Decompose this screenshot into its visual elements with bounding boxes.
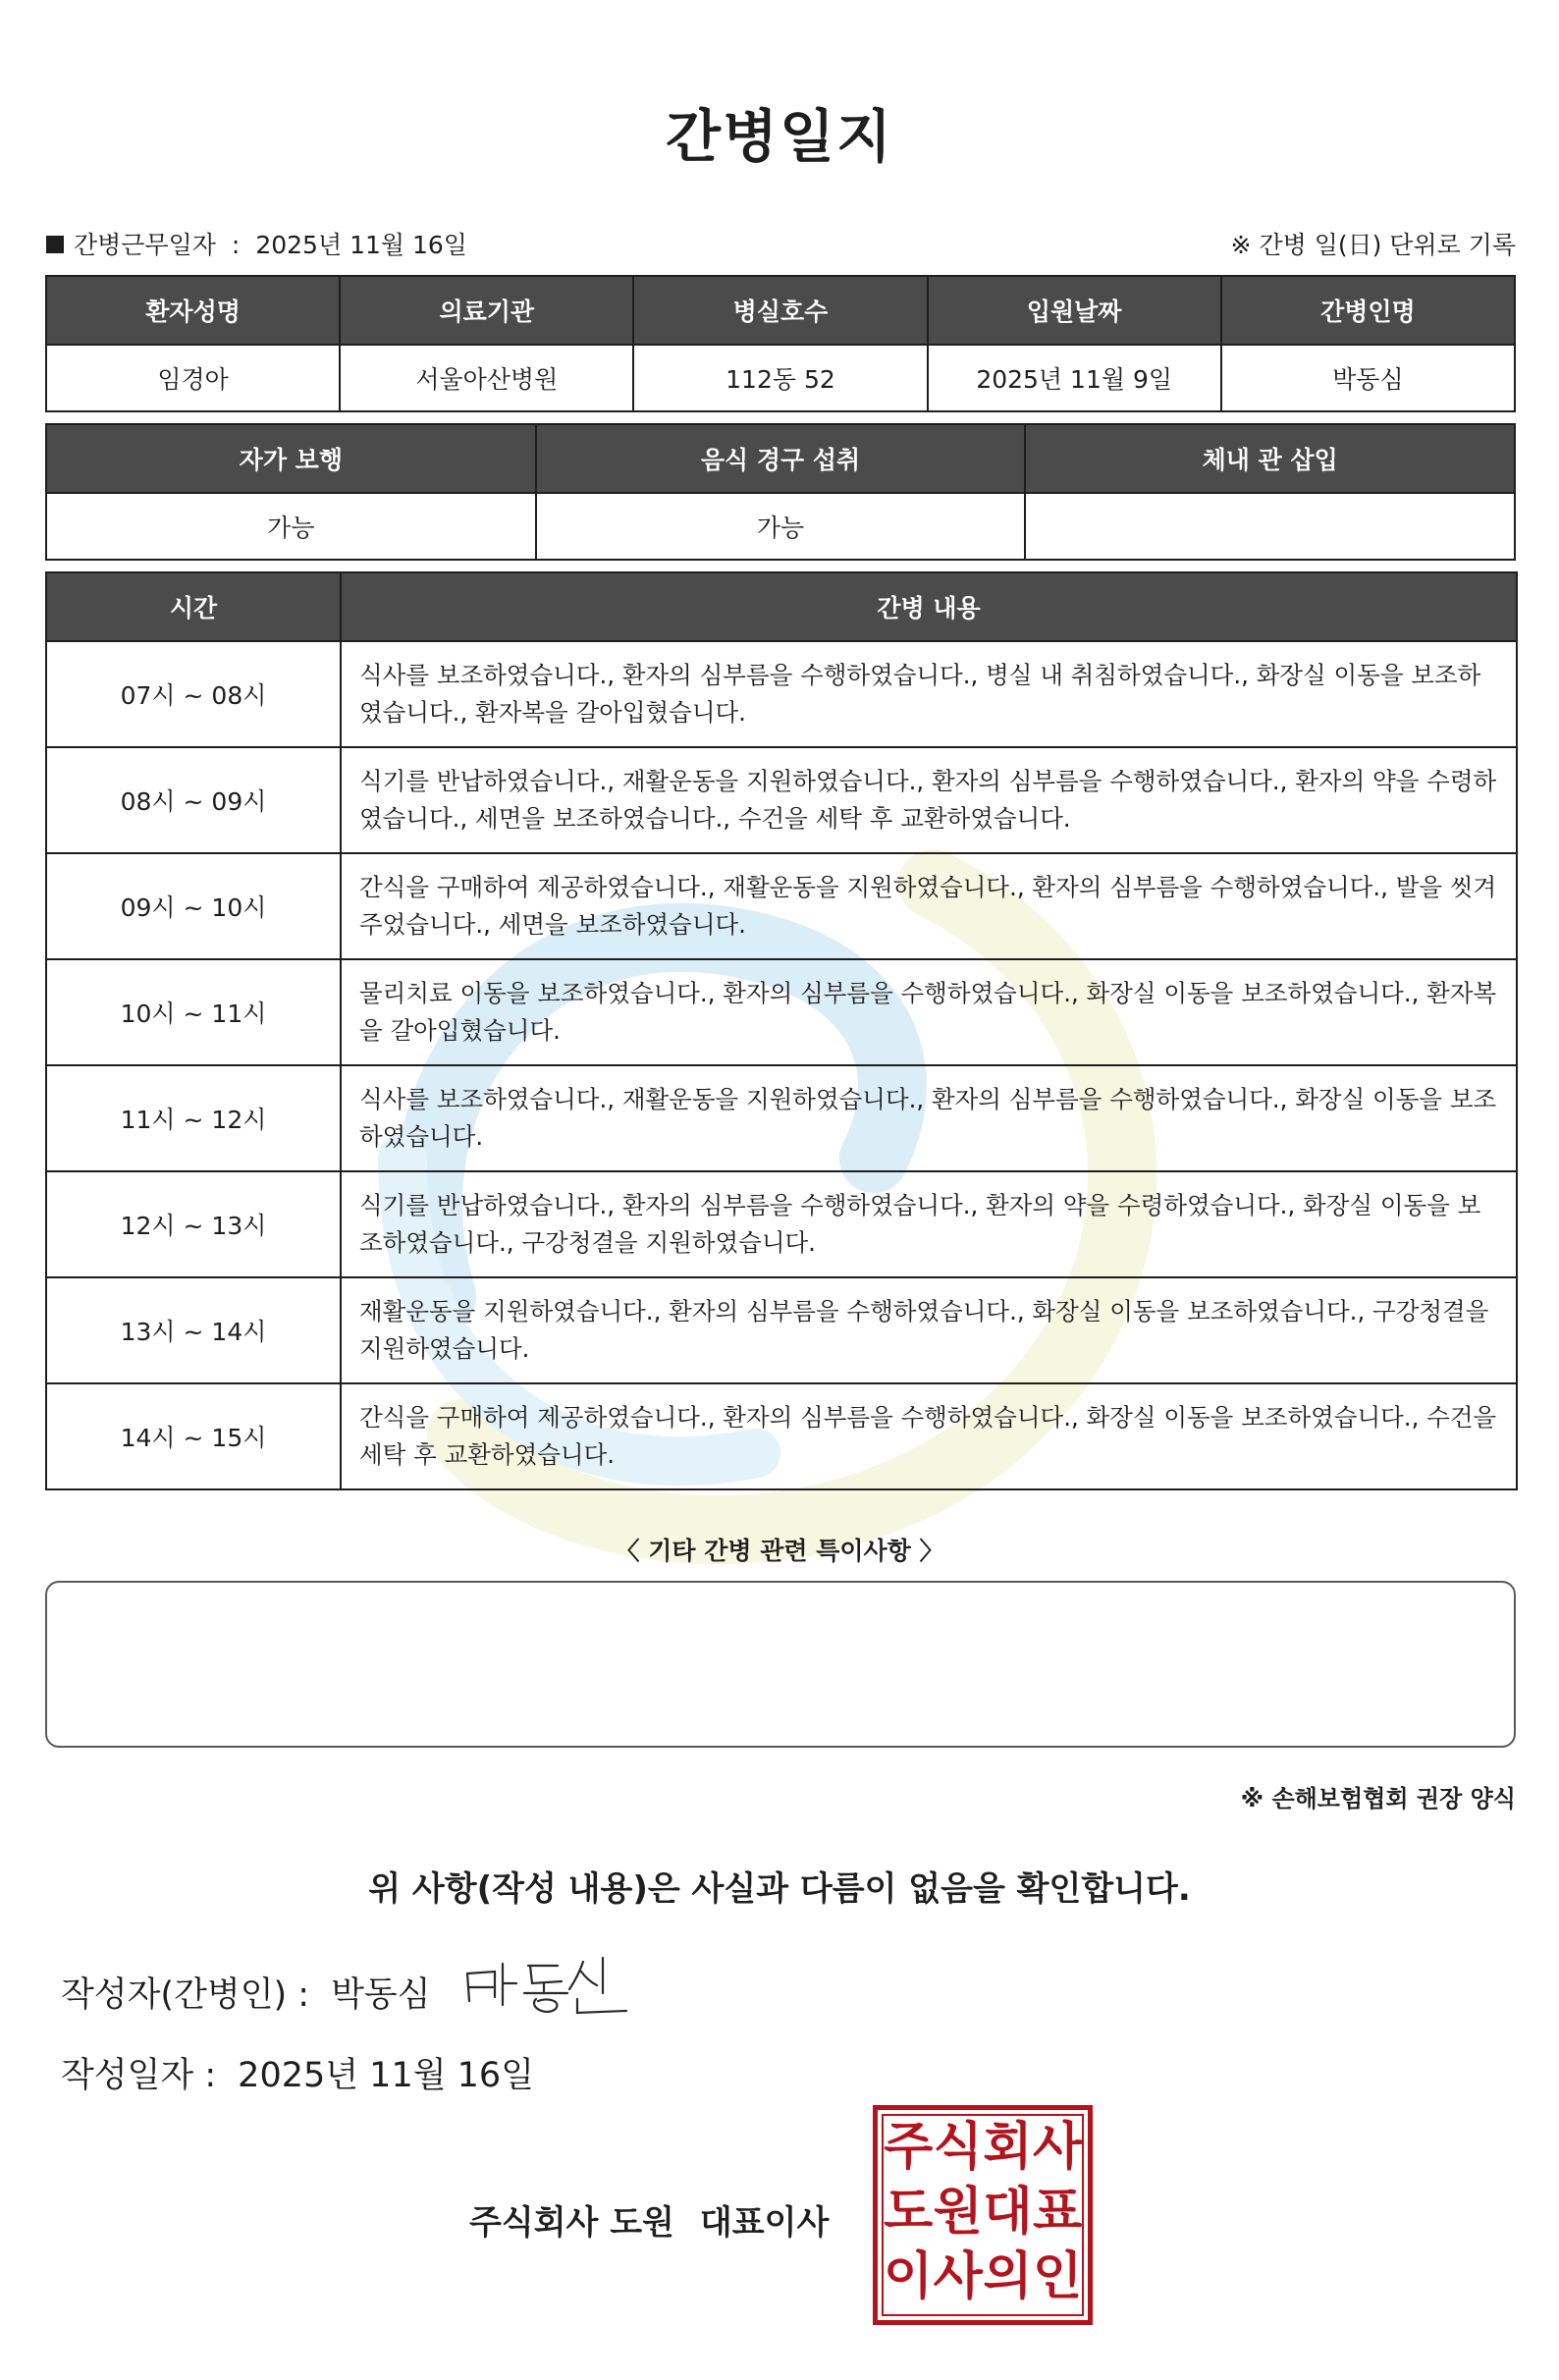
writer-label: 작성자(간병인) :: [61, 1975, 310, 2015]
care-content: 간식을 구매하여 제공하였습니다., 재활운동을 지원하였습니다., 환자의 심부름을 수행하였습니다., 발을 씻겨주었습니다., 세면을 보조하였습니다.: [341, 853, 1517, 959]
company-seal: 주 식 회 사 도 원 대 표 이 사 의 인: [873, 2105, 1093, 2325]
care-date-label: 간병근무일자: [74, 231, 216, 259]
tube-insertion-status: [1025, 493, 1515, 560]
header-walking: 자가 보행: [46, 424, 536, 493]
confirmation-statement: 위 사항(작성 내용)은 사실과 다름이 없음을 확인합니다.: [368, 1869, 1191, 1909]
special-notes-box: [45, 1581, 1516, 1748]
time-slot: 13시 ~ 14시: [46, 1277, 341, 1383]
patient-info-header-row: [46, 276, 1515, 345]
handwritten-signature: [459, 1944, 646, 2023]
patient-info-value-row: [46, 345, 1515, 411]
time-slot: 08시 ~ 09시: [46, 747, 341, 853]
header-admission-date: 입원날짜: [928, 276, 1221, 345]
header-care-content: 간병 내용: [341, 572, 1517, 641]
table-row: [46, 1065, 1517, 1171]
company-line: [469, 2195, 829, 2244]
patient-name: 임경아: [46, 345, 340, 411]
table-row: [46, 641, 1517, 747]
form-source-note: ※ 손해보험협회 권장 양식: [1240, 1785, 1516, 1812]
header-time: 시간: [46, 572, 341, 641]
table-row: [46, 1171, 1517, 1277]
table-row: [46, 1383, 1517, 1489]
header-room: 병실호수: [633, 276, 927, 345]
care-log-header-row: [46, 572, 1517, 641]
header-tube-insertion: 체내 관 삽입: [1025, 424, 1515, 493]
hospital-name: 서울아산병원: [340, 345, 633, 411]
special-notes-title: 〈 기타 간병 관련 특이사항 〉: [615, 1537, 944, 1565]
written-date-value: 2025년 11월 16일: [238, 2056, 534, 2095]
company-name: 주식회사 도원: [469, 2203, 674, 2243]
table-row: [46, 747, 1517, 853]
care-content: 재활운동을 지원하였습니다., 환자의 심부름을 수행하였습니다., 화장실 이동을 보조하였습니다., 구강청결을 지원하였습니다.: [341, 1277, 1517, 1383]
record-unit-note: ※ 간병 일(日) 단위로 기록: [1230, 231, 1516, 259]
time-slot: 12시 ~ 13시: [46, 1171, 341, 1277]
care-content: 식기를 반납하였습니다., 재활운동을 지원하였습니다., 환자의 심부름을 수행하였습니다., 환자의 약을 수령하였습니다., 세면을 보조하였습니다., 수건을 세탁 후 교환하였습니다.: [341, 747, 1517, 853]
care-date: 간병근무일자 : 2025년 11월 16일: [46, 226, 467, 261]
written-date-line: [61, 2048, 534, 2097]
time-slot: 09시 ~ 10시: [46, 853, 341, 959]
admission-date: 2025년 11월 9일: [928, 345, 1221, 411]
care-content: 식기를 반납하였습니다., 환자의 심부름을 수행하였습니다., 환자의 약을 수령하였습니다., 화장실 이동을 보조하였습니다., 구강청결을 지원하였습니다.: [341, 1171, 1517, 1277]
time-slot: 07시 ~ 08시: [46, 641, 341, 747]
care-date-value: 2025년 11월 16일: [255, 231, 467, 259]
written-date-label: 작성일자 :: [61, 2056, 217, 2095]
walking-status: 가능: [46, 493, 536, 560]
square-bullet-icon: [46, 236, 64, 253]
care-content: 식사를 보조하였습니다., 환자의 심부름을 수행하였습니다., 병실 내 취침하였습니다., 화장실 이동을 보조하였습니다., 환자복을 갈아입혔습니다.: [341, 641, 1517, 747]
patient-status-table: [45, 423, 1516, 561]
table-row: [46, 959, 1517, 1065]
writer-name: 박동심: [331, 1975, 431, 2015]
patient-status-header-row: [46, 424, 1515, 493]
patient-status-value-row: [46, 493, 1515, 560]
care-content: 식사를 보조하였습니다., 재활운동을 지원하였습니다., 환자의 심부름을 수행하였습니다., 화장실 이동을 보조하였습니다.: [341, 1065, 1517, 1171]
table-row: [46, 853, 1517, 959]
time-slot: 11시 ~ 12시: [46, 1065, 341, 1171]
patient-info-table: [45, 275, 1516, 412]
header-patient-name: 환자성명: [46, 276, 340, 345]
writer-line: [61, 1968, 431, 2017]
care-content: 물리치료 이동을 보조하였습니다., 환자의 심부름을 수행하였습니다., 화장실 이동을 보조하였습니다., 환자복을 갈아입혔습니다.: [341, 959, 1517, 1065]
care-log-table: [45, 571, 1518, 1490]
header-oral-intake: 음식 경구 섭취: [536, 424, 1026, 493]
header-hospital: 의료기관: [340, 276, 633, 345]
table-row: [46, 1277, 1517, 1383]
oral-intake-status: 가능: [536, 493, 1026, 560]
document-title: 간병일지: [665, 103, 894, 170]
time-slot: 14시 ~ 15시: [46, 1383, 341, 1489]
care-content: 간식을 구매하여 제공하였습니다., 환자의 심부름을 수행하였습니다., 화장실 이동을 보조하였습니다., 수건을 세탁 후 교환하였습니다.: [341, 1383, 1517, 1489]
header-caregiver: 간병인명: [1221, 276, 1515, 345]
caregiver-name: 박동심: [1221, 345, 1515, 411]
time-slot: 10시 ~ 11시: [46, 959, 341, 1065]
company-position: 대표이사: [699, 2203, 830, 2243]
room-number: 112동 52: [633, 345, 927, 411]
